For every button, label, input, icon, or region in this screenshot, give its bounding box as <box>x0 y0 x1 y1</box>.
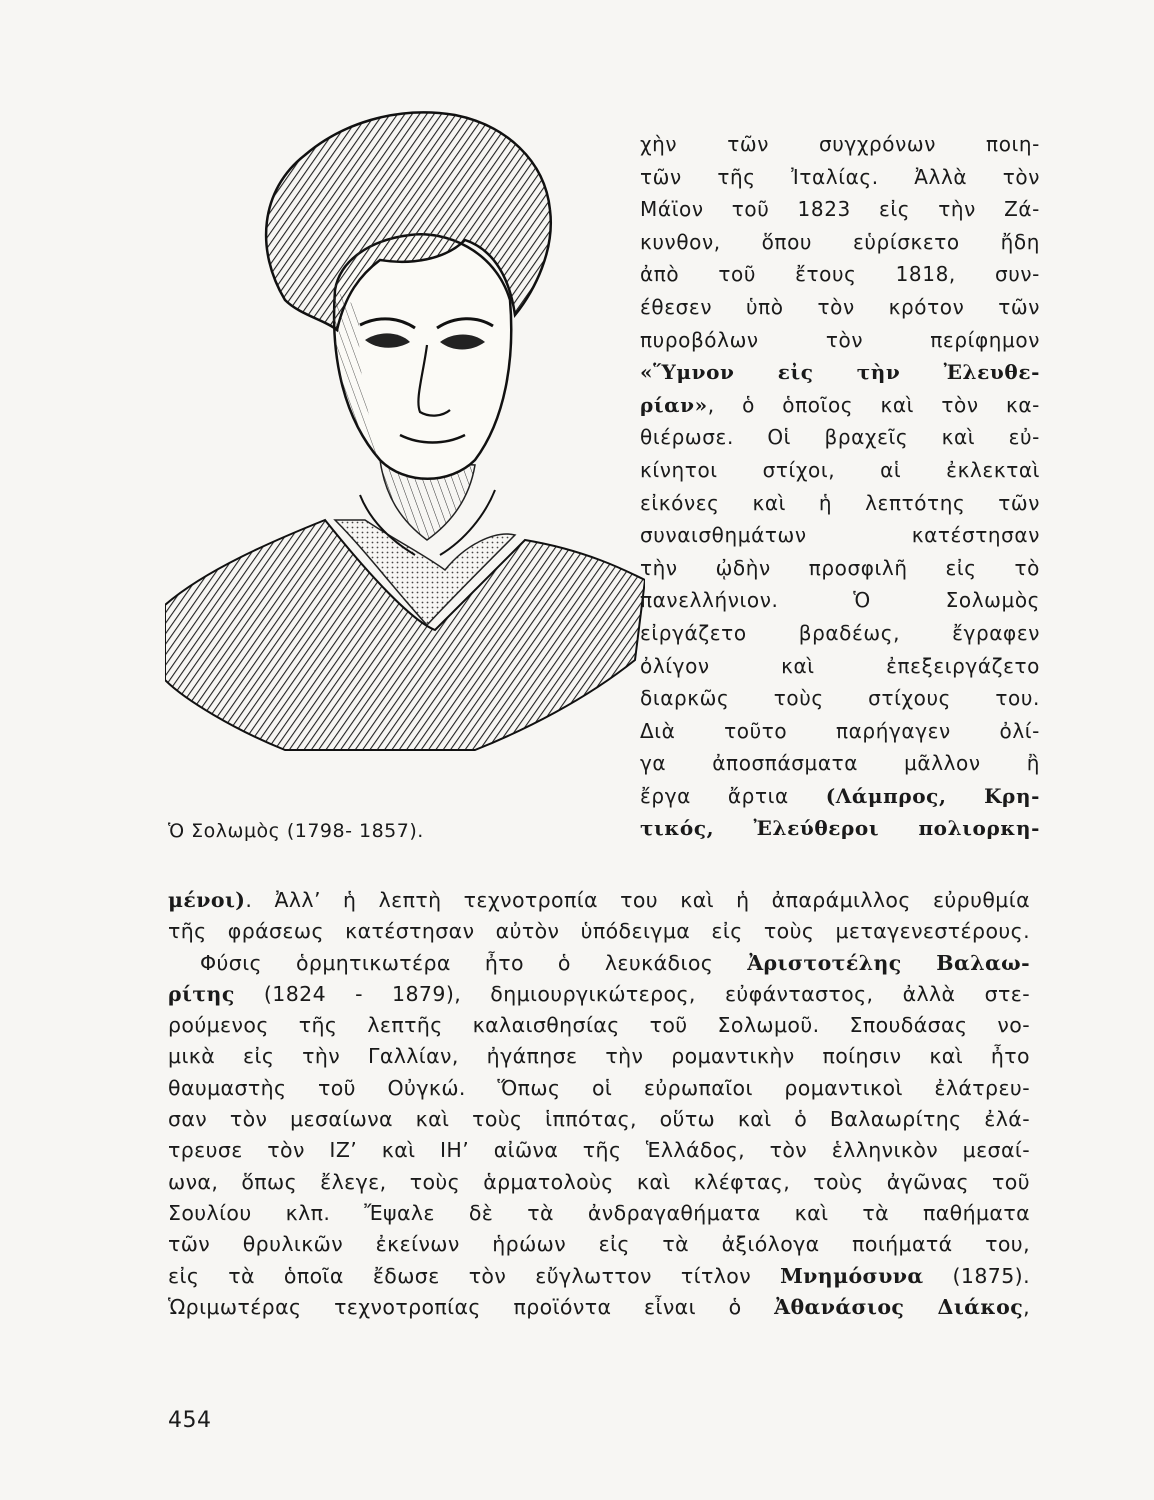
text-span: Σουλίου κλπ. Ἔψαλε δὲ τὰ ἀνδραγαθήματα καὶ τὰ παθήματα <box>168 1200 1030 1225</box>
text-span: τῶν τῆς Ἰταλίας. Ἀλλὰ τὸν <box>640 164 1040 189</box>
text-span: ωνα, ὅπως ἔλεγε, τοὺς ἁρματολοὺς καὶ κλέφτας, τοὺς ἀγῶνας τοῦ <box>168 1169 1030 1194</box>
bold-term: Μνημόσυνα <box>780 1263 924 1288</box>
text-line <box>640 812 1040 845</box>
text-span: εἰργάζετο βραδέως, ἔγραφεν <box>640 620 1040 645</box>
bold-term: ρίτης <box>168 981 235 1006</box>
text-span: εἰκόνες καὶ ἡ λεπτότης τῶν <box>640 490 1040 515</box>
text-line <box>640 552 1040 585</box>
text-span: Διὰ τοῦτο παρήγαγεν ὀλί- <box>640 718 1040 743</box>
text-line <box>168 979 1030 1010</box>
text-span: . Ἀλλ’ ἡ λεπτὴ τεχνοτροπία του καὶ ἡ ἀπαράμιλλος εὐρυθμία <box>245 888 1030 912</box>
text-line <box>168 1041 1030 1072</box>
text-line <box>168 1104 1030 1135</box>
text-line <box>168 948 1030 979</box>
text-span: Φύσις ὁρμητικωτέρα ἦτο ὁ λευκάδιος <box>200 950 748 975</box>
text-line <box>640 291 1040 324</box>
bold-term: μένοι) <box>168 888 246 912</box>
text-line <box>168 1261 1030 1292</box>
bold-term: τικός, Ἐλεύθεροι πολιορκη- <box>640 816 1040 841</box>
text-line <box>640 389 1040 422</box>
text-line <box>640 421 1040 454</box>
text-line <box>168 1010 1030 1041</box>
text-span: ἔργα ἄρτια <box>640 783 826 808</box>
text-line <box>640 128 1040 161</box>
text-line <box>640 258 1040 291</box>
body-text <box>168 885 1030 1323</box>
text-span: , ὁ ὁποῖος καὶ τὸν κα- <box>707 392 1040 417</box>
text-span: θιέρωσε. Οἱ βραχεῖς καὶ εὐ- <box>640 425 1040 450</box>
text-span: κίνητοι στίχοι, αἱ ἐκλεκταὶ <box>640 457 1040 482</box>
text-line <box>640 226 1040 259</box>
text-line <box>168 1167 1030 1198</box>
text-line <box>640 487 1040 520</box>
bold-term: «Ὕμνον εἰς τὴν Ἐλευθε- <box>640 360 1040 385</box>
text-span: γα ἀποσπάσματα μᾶλλον ἢ <box>640 751 1040 776</box>
text-line <box>168 1229 1030 1260</box>
column-text <box>640 128 1040 845</box>
text-span: , <box>1023 1294 1031 1319</box>
text-span: τρευσε τὸν ΙΖ’ καὶ ΙΗ’ αἰῶνα τῆς Ἑλλάδος, τὸν ἑλληνικὸν μεσαί- <box>168 1138 1030 1163</box>
text-line <box>640 617 1040 650</box>
text-line <box>640 519 1040 552</box>
text-span: (1875). <box>923 1263 1030 1288</box>
text-line <box>640 682 1040 715</box>
text-span: συναισθημάτων κατέστησαν <box>640 523 1040 548</box>
text-span: τῶν θρυλικῶν ἐκείνων ἡρώων εἰς τὰ ἀξιόλογα ποιήματά του, <box>168 1232 1030 1257</box>
text-span: (1824 - 1879), δημιουργικώτερος, εὐφάνταστος, ἀλλὰ στε- <box>234 981 1030 1006</box>
text-span: κυνθον, ὅπου εὑρίσκετο ἤδη <box>640 229 1040 254</box>
bold-term: ρίαν» <box>640 392 708 417</box>
text-line <box>640 584 1040 617</box>
text-line <box>640 454 1040 487</box>
text-span: θαυμαστὴς τοῦ Οὐγκώ. Ὅπως οἱ εὐρωπαῖοι ρομαντικοὶ ἐλάτρευ- <box>168 1075 1030 1100</box>
text-span: διαρκῶς τοὺς στίχους του. <box>640 686 1040 711</box>
text-span: μικὰ εἰς τὴν Γαλλίαν, ἠγάπησε τὴν ρομαντικὴν ποίησιν καὶ ἦτο <box>168 1044 1030 1069</box>
text-span: ρούμενος τῆς λεπτῆς καλαισθησίας τοῦ Σολωμοῦ. Σπουδάσας νο- <box>168 1013 1030 1038</box>
text-span: τῆς φράσεως κατέστησαν αὐτὸν ὑπόδειγμα εἰς τοὺς μεταγενεστέρους. <box>168 919 1030 944</box>
text-span: ὀλίγον καὶ ἐπεξειργάζετο <box>640 653 1040 678</box>
text-line <box>168 1292 1030 1323</box>
text-span: Ὡριμωτέρας τεχνοτροπίας προϊόντα εἶναι ὁ <box>168 1294 775 1319</box>
text-span: ἀπὸ τοῦ ἔτους 1818, συν- <box>640 262 1040 287</box>
bold-term: Ἀριστοτέλης Βαλαω- <box>747 950 1030 975</box>
bold-term: (Λάμπρος, Κρη- <box>825 783 1040 808</box>
text-line <box>168 885 1030 916</box>
text-line <box>168 1198 1030 1229</box>
bold-term: Ἀθανάσιος Διάκος <box>774 1294 1024 1319</box>
text-span: χὴν τῶν συγχρόνων ποιη- <box>640 132 1040 156</box>
text-line <box>640 780 1040 813</box>
text-line <box>168 1135 1030 1166</box>
text-span: πυροβόλων τὸν περίφημον <box>640 327 1040 352</box>
text-line <box>640 747 1040 780</box>
text-span: Μάϊον τοῦ 1823 εἰς τὴν Ζά- <box>640 197 1040 222</box>
text-span: εἰς τὰ ὁποῖα ἔδωσε τὸν εὔγλωττον τίτλον <box>168 1263 781 1288</box>
text-span: σαν τὸν μεσαίωνα καὶ τοὺς ἱππότας, οὕτω καὶ ὁ Βαλαωρίτης ἐλά- <box>168 1107 1030 1132</box>
text-line <box>640 715 1040 748</box>
text-line <box>168 1073 1030 1104</box>
text-line <box>640 193 1040 226</box>
text-span: έθεσεν ὑπὸ τὸν κρότον τῶν <box>640 294 1040 319</box>
solomos-portrait <box>165 100 645 760</box>
text-line <box>640 324 1040 357</box>
page-number: 454 <box>168 1408 212 1433</box>
text-line <box>640 356 1040 389</box>
figure-caption: Ὁ Σολωμὸς (1798- 1857). <box>168 820 424 842</box>
text-span: πανελλήνιον. Ὁ Σολωμὸς <box>640 588 1040 613</box>
text-line <box>640 161 1040 194</box>
text-span: τὴν ᾠδὴν προσφιλῆ εἰς τὸ <box>640 555 1040 580</box>
text-line <box>640 650 1040 683</box>
text-line <box>168 916 1030 947</box>
